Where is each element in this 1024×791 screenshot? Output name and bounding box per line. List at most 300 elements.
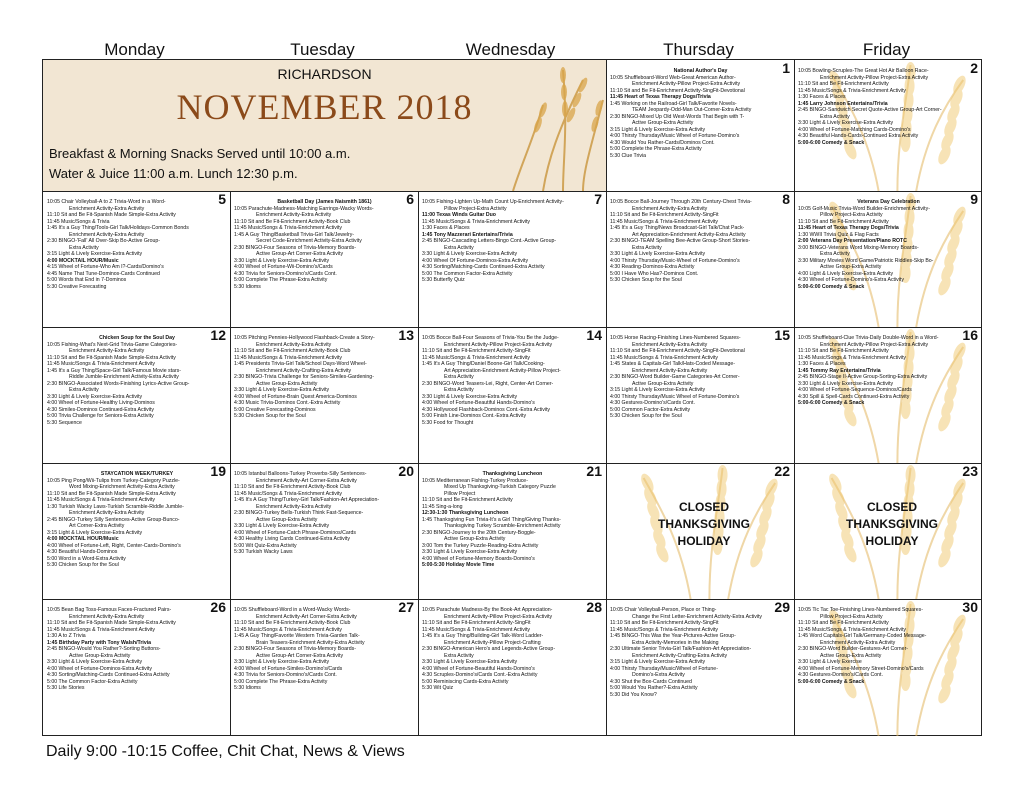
event-line: 5:00 Complete The Phrase-Extra Activity bbox=[234, 678, 328, 685]
event-line: 10:05 Shuffleboard-Word in a Word-Wacky Words- bbox=[234, 607, 351, 613]
event-line: National Author's Day bbox=[673, 68, 728, 74]
event-line: 11:45 Music/Songs & Trivia-Enrichment Activity bbox=[610, 354, 719, 361]
event-line: 3:15 Light & Lively Exercise-Extra Activity bbox=[610, 387, 706, 393]
event-line: STAYCATION WEEK/TURKEY bbox=[100, 471, 174, 477]
calendar-grid bbox=[42, 59, 982, 736]
event-line: 1:30 Faces & Places bbox=[798, 361, 846, 367]
event-line: 3:30 Light & Lively Exercise-Extra Activity bbox=[798, 120, 894, 126]
event-line: 4:00 Wheel of Fortune-Memory Street-Domino's/Cards bbox=[798, 665, 924, 672]
event-line: 11:45 Music/Songs & Trivia bbox=[47, 218, 110, 225]
event-line: 4:30 Gestures-Domino's/Cards Cont. bbox=[610, 400, 695, 406]
event-line: 5:00-6:00 Comedy & Snack bbox=[798, 139, 865, 146]
event-line: 11:45 Heart of Texas Therapy Dogs/Trivia bbox=[798, 225, 899, 231]
event-line: 4:30 Shut the Box-Cards Continued bbox=[610, 678, 692, 685]
event-line: Enrichment Activity-Extra Activity bbox=[69, 348, 145, 354]
event-line: 5:30 Wit Quiz bbox=[422, 685, 454, 691]
event-line: Extra Activity bbox=[69, 387, 99, 393]
event-line: 2:45 BINGO-Would You Rather?-Sorting Buttons- bbox=[47, 646, 161, 652]
event-line: 4:00 Thirsty Thursday/Music Wheel of Fortune-Domino's bbox=[610, 393, 740, 400]
event-line: 1:45 A Guy Thing/Favorite Western Trivia-Garden Talk- bbox=[234, 633, 360, 639]
event-line: Extra Activity bbox=[820, 251, 850, 257]
event-line: 10:05 Parachute-Madness-Matching Earrings-Wacky Words- bbox=[234, 205, 374, 212]
event-line: 3:30 Light & Lively Exercise-Extra Activity bbox=[610, 251, 706, 257]
event-line: Active Group-Extra Activity bbox=[632, 120, 694, 126]
event-line: 1:45 It's a Guy Thing/News Broadcast-Girl Talk/Chat Pack- bbox=[610, 225, 745, 231]
day-number: 6 bbox=[406, 191, 414, 207]
event-line: 4:30 Trivia for Seniors-Domino's/Cards Cont. bbox=[234, 270, 337, 277]
event-line: 11:10 Sit and Be Fit-Enrichment Activity-SingFit bbox=[610, 212, 719, 218]
event-line: 11:10 Sit and Be Fit-Enrichment Activity bbox=[422, 497, 513, 503]
event-line: Active Group-Extra Activity bbox=[820, 652, 882, 659]
event-line: 11:10 Sit and Be Fit-Enrichment Activity-Book Club bbox=[234, 484, 351, 490]
closed-line: THANKSGIVING bbox=[657, 517, 750, 531]
event-line: Extra Activity bbox=[820, 113, 850, 120]
event-line: 4:30 Beautiful Hands-Dominos bbox=[47, 549, 118, 555]
event-line: Veterans Day Celebration bbox=[857, 199, 920, 205]
event-line: 4:00 Wheel of Fortune-Matching Cards-Domino's bbox=[798, 126, 911, 133]
event-line: Secret Code-Enrichment Activity-Extra Activity bbox=[256, 238, 362, 244]
event-line: 1:30 Faces & Places bbox=[422, 225, 470, 231]
event-line: 11:10 Sit and Be Fit-Enrichment Activity-SingFit-Devotional bbox=[610, 348, 745, 354]
event-line: 3:00 Tom the Turkey Puzzle-Reading-Extra Activity bbox=[422, 542, 539, 549]
day-cell-5 bbox=[43, 191, 230, 327]
event-line: 2:30 BINGO-American Hero's and Legends-Active Group- bbox=[422, 646, 556, 652]
event-line: 5:00 Reminiscing Cards-Extra Activity bbox=[422, 678, 509, 685]
event-line: 5:00 Would You Rather?-Extra Activity bbox=[610, 685, 698, 691]
event-line: 4:00 Wheel of Fortune-Left, Right, Center-Cards-Domino's bbox=[47, 542, 181, 549]
event-line: 10:05 Bocce Ball-Four Seasons of Trivia-You Be the Judge- bbox=[422, 335, 559, 341]
event-line: 1:45 It's A Guy Thing/Daniel Boone-Girl Talk/Cooking- bbox=[422, 361, 545, 367]
event-line: 10:05 Fishing-What's Next-Grid Trivia-Game Categories- bbox=[47, 341, 178, 348]
event-line: Art Appreciation-Enrichment Activity-Extra Activity bbox=[632, 231, 746, 238]
day-cell-29 bbox=[606, 599, 794, 736]
event-line: 3:30 Light & Lively Exercise-Extra Activity bbox=[47, 659, 143, 665]
event-line: 3:15 Light & Lively Exercise-Extra Activity bbox=[610, 659, 706, 665]
event-line: 10:05 Tic Tac Toe-Finishing Lines-Numbered Squares- bbox=[798, 607, 923, 613]
event-line: 1:45 It's a Guy Thing/Tools-Girl Talk/Holidays-Common Bonds bbox=[47, 225, 189, 231]
day-number: 26 bbox=[210, 599, 226, 615]
event-line: Active Group-Art Corner-Extra Activity bbox=[256, 652, 344, 659]
event-line: 4:30 Spill & Spell-Cards Continued-Extra Activity bbox=[798, 393, 910, 400]
event-line: Extra Activity bbox=[444, 652, 474, 659]
event-line: 1:45 Larry Johnson Entertains/Trivia bbox=[798, 100, 888, 107]
event-line: 5:30 Did You Know? bbox=[610, 691, 657, 698]
month-title: NOVEMBER 2018 bbox=[176, 87, 473, 127]
event-line: 4:30 Music Trivia-Dominos Cont.-Extra Activity bbox=[234, 400, 341, 406]
event-line: Pillow Project-Extra Activity bbox=[820, 212, 883, 218]
day-number: 15 bbox=[774, 327, 790, 343]
day-number: 30 bbox=[962, 599, 978, 615]
event-line: 4:45 Name That Tune-Dominos-Cards Continued bbox=[47, 270, 160, 277]
event-line: 5:30 Clue Trivia bbox=[610, 152, 647, 159]
event-line: 10:05 Ping Pong/Wii-Tulips from Turkey-Category Puzzle- bbox=[47, 477, 180, 484]
community-name: RICHARDSON bbox=[277, 66, 372, 82]
day-number: 23 bbox=[962, 463, 978, 479]
event-line: 1:30 Faces & Places bbox=[798, 94, 846, 100]
event-line: Basketball Day (James Naismith 1861) bbox=[277, 199, 372, 205]
event-line: Brain Teasers-Enrichment Activity-Extra Activity bbox=[256, 639, 365, 646]
event-line: Chicken Soup for the Soul Day bbox=[99, 335, 175, 341]
event-line: 2:45 BINGO-Turkey Silly Sentences-Active Group-Bunco- bbox=[47, 516, 180, 523]
event-line: 4:30 Sorting/Matching-Cards Continued-Extra Activity bbox=[47, 672, 170, 678]
event-line: 11:10 Sit and Be Fit-Enrichment Activity bbox=[798, 81, 889, 87]
event-line: 11:10 Sit and Be Fit-Enrichment Activity-SingFit bbox=[422, 620, 531, 626]
event-line: 3:30 Light & Lively Exercise bbox=[798, 659, 862, 665]
event-line: 1:45 Word Capitals-Girl Talk/Germany-Coded Message- bbox=[798, 633, 927, 639]
day-cell-13 bbox=[230, 327, 418, 463]
event-line: 4:00 Wheel of Fortune-Dominos-Extra Activity bbox=[47, 665, 152, 672]
event-line: Enrichment Activity-Pillow Project-Extra Activity bbox=[820, 341, 929, 348]
event-line: 11:45 Music/Songs & Trivia-Enrichment Activity bbox=[47, 497, 156, 503]
day-number: 21 bbox=[586, 463, 602, 479]
event-line: 11:10 Sit and Be Fit-Enrichment Activity bbox=[798, 348, 889, 354]
event-line: 4:00 MOCKTAIL HOUR/Music bbox=[47, 257, 119, 264]
day-number: 14 bbox=[586, 327, 602, 343]
day-number: 22 bbox=[774, 463, 790, 479]
day-cell-12 bbox=[43, 327, 230, 463]
event-line: 11:45 Music/Songs & Trivia-Enrichment Activity bbox=[234, 354, 343, 361]
event-line: Active Group-Art Corner-Extra Activity bbox=[256, 251, 344, 257]
event-line: 3:30 Light & Lively Exercise-Extra Activity bbox=[422, 659, 518, 665]
event-line: 4:30 Healthy Living Cards Continued-Extra Activity bbox=[234, 536, 350, 542]
event-line: 5:00 Finish Line-Dominos Cont.-Extra Activity bbox=[422, 413, 527, 419]
event-line: 5:00-6:00 Comedy & Snack bbox=[798, 678, 865, 685]
event-line: 11:45 Music/Songs & Trivia-Enrichment Activity bbox=[422, 218, 531, 225]
event-line: Change the First Letter-Enrichment Activity-Extra Activity bbox=[632, 613, 763, 620]
event-line: 11:10 Sit and Be Fit-Enrichment Activity-SingFit bbox=[610, 620, 719, 626]
event-line: Enrichment Activity-Extra Activity bbox=[69, 510, 145, 516]
event-line: 5:00 Word in a Word-Extra Activity bbox=[47, 555, 126, 562]
event-line: 4:15 Wheel of Fortune-Who Am I?-Cards/Domino's bbox=[47, 264, 164, 270]
event-line: Enrichment Activity-Extra Activity bbox=[632, 367, 708, 374]
event-line: Enrichment Activity-Pillow Project-Extra Activity bbox=[632, 81, 741, 87]
calendar-header bbox=[43, 60, 606, 191]
event-line: 5:00 Complete The Phrase-Extra Activity bbox=[234, 277, 328, 283]
event-line: 5:00 Trivia Challenge for Seniors-Extra Activity bbox=[47, 413, 154, 419]
event-line: 5:30 Chicken Soup for the Soul bbox=[610, 277, 682, 283]
event-line: 2:30 BINGO-Associated Words-Finishing Lyrics-Active Group- bbox=[47, 380, 190, 387]
event-line: 4:30 Sorting/Matching-Cards Continued-Extra Activity bbox=[422, 264, 545, 270]
event-line: 4:30 Hollywood Flashback-Dominos Cont.-Extra Activity bbox=[422, 406, 551, 413]
event-line: Pillow Project-Extra Activity bbox=[820, 613, 883, 620]
event-line: Enrichment Activity-Pillow Project-Extra Activity bbox=[444, 613, 553, 620]
event-line: Active Group-Extra Activity bbox=[256, 516, 318, 523]
event-line: 4:00 Wheel Of Fortune-Dominos-Extra Activity bbox=[422, 257, 529, 264]
event-line: 3:15 Light & Lively Exercise-Extra Activity bbox=[610, 126, 706, 133]
event-line: 3:30 Light & Lively Exercise-Extra Activity bbox=[422, 549, 518, 555]
event-line: 11:45 Music/Songs & Trivia-Enrichment Activity bbox=[422, 626, 531, 633]
event-line: 11:45 Music/Songs & Trivia-Enrichment Activity bbox=[610, 218, 719, 225]
event-line: Enrichment Activity-Pillow Project-Extra Activity bbox=[444, 341, 553, 348]
event-line: 5:00 Complete the Phrase-Extra Activity bbox=[610, 146, 702, 152]
event-line: 4:00 Wheel of Fortune-Wii-Domino's/Cards bbox=[234, 264, 333, 270]
event-line: Art Appreciation-Enrichment Activity-Pillow Project- bbox=[444, 367, 561, 374]
event-line: 11:10 Sit and Be Fit-Enrichment Activity-Book Club bbox=[234, 620, 351, 626]
day-number: 7 bbox=[594, 191, 602, 207]
event-line: 5:30 Chicken Soup for the Soul bbox=[47, 562, 119, 568]
day-number: 2 bbox=[970, 60, 978, 76]
event-line: Enrichment Activity-Art Corner-Extra Activity bbox=[256, 613, 357, 620]
closed-notice bbox=[798, 499, 982, 550]
event-line: Enrichment Activity-Extra Activity bbox=[256, 212, 332, 218]
event-line: 1:45 It's a Guy Thing/Building-Girl Talk-Word Ladder- bbox=[422, 633, 544, 639]
event-line: 3:15 Light & Lively Exercise-Extra Activity bbox=[47, 529, 143, 536]
event-line: 1:45 Presidents Trivia-Girl Talk/School Days-Word Wheel- bbox=[234, 361, 367, 367]
day-cell-1 bbox=[606, 60, 794, 191]
closed-line: CLOSED bbox=[866, 500, 917, 514]
event-line: 4:30 Wheel of Fortune-Domino's-Extra Activity bbox=[798, 277, 904, 283]
event-line: Enrichment Activity-Extra Activity bbox=[820, 639, 896, 646]
daily-coffee-note: Daily 9:00 -10:15 Coffee, Chit Chat, News & Views bbox=[46, 743, 405, 760]
event-line: 5:30 Idioms bbox=[234, 685, 261, 691]
event-line: 2:30 BINGO-Four Seasons of Trivia-Memory Boards- bbox=[234, 244, 356, 251]
event-line: 5:00 The Common Factor-Extra Activity bbox=[47, 678, 138, 685]
event-line: 4:30 Similes-Dominos Continued-Extra Activity bbox=[47, 406, 154, 413]
day-cell-2 bbox=[794, 60, 982, 191]
event-line: 5:00-5:30 Holiday Movie Time bbox=[422, 562, 495, 568]
event-line: 3:30 Light & Lively Exercise-Extra Activity bbox=[47, 393, 143, 400]
event-line: 2:30 BINGO-Turkey Bells-Turkish Think Fast-Sequence- bbox=[234, 510, 364, 516]
event-line: Extra Activity bbox=[444, 244, 474, 251]
day-number: 5 bbox=[218, 191, 226, 207]
event-line: Art Corner-Extra Activity bbox=[69, 523, 125, 529]
event-line: 4:00 Light & Lively Exercise-Extra Activity bbox=[798, 270, 894, 277]
event-line: 4:30 Beautiful Hands-Cards-Continued Extra Activity bbox=[798, 133, 919, 139]
day-cell-23 bbox=[794, 463, 982, 599]
day-number: 16 bbox=[962, 327, 978, 343]
event-line: 1:45 BINGO-This Was the Year-Pictures-Active Group- bbox=[610, 633, 736, 639]
event-line: 11:45 Music/Songs & Trivia-Enrichment Activity bbox=[610, 626, 719, 633]
day-number: 27 bbox=[398, 599, 414, 615]
event-line: 10:05 Parachute Madness-By the Book-Art Appreciation- bbox=[422, 607, 553, 613]
event-line: 2:30 BINGO-Word Builder-Gestures-Art Corner- bbox=[798, 646, 909, 652]
day-cell-6 bbox=[230, 191, 418, 327]
event-line: 2:30 BINGO-TEAM Spelling Bee-Active Group-Short Stories- bbox=[610, 238, 751, 244]
day-cell-7 bbox=[418, 191, 606, 327]
event-line: Enrichment Activity-Art Corner-Extra Activity bbox=[256, 477, 357, 484]
event-line: 2:30 BINGO-Trivia Challenge for Seniors-Similes-Gardening- bbox=[234, 374, 374, 380]
event-line: 10:05 Horse Racing-Finishing Lines-Numbered Squares- bbox=[610, 335, 741, 341]
event-line: 5:30 Chicken Soup for the Soul bbox=[234, 413, 306, 419]
day-number: 1 bbox=[782, 60, 790, 76]
event-line: 11:10 Sit and Be Fit-Spanish Made Simple-Extra Activity bbox=[47, 354, 176, 361]
event-line: 2:00 Veterans Day Presentation/Piano ROTC bbox=[798, 238, 907, 244]
event-line: 5:00 Creative Forecasting-Dominos bbox=[234, 406, 316, 413]
event-line: Thanksgiving Luncheon bbox=[482, 471, 543, 477]
event-line: 3:15 Light & Lively Exercise-Extra Activity bbox=[47, 251, 143, 257]
event-line: Enrichment Activity-Crafting-Extra Activity bbox=[256, 367, 352, 374]
event-line: 11:10 Sit and Be Fit-Enrichment Activity-SingFit bbox=[422, 348, 531, 354]
event-line: 10:05 Golf-Music Trivia-Word Builder-Enrichment Activity- bbox=[798, 205, 930, 212]
event-line: 1:45 A Guy Thing/Basketball Trivia-Girl Talk/Jewelry- bbox=[234, 231, 355, 238]
event-line: 4:00 Wheel of Fortune-Brain Quest America-Dominos bbox=[234, 393, 357, 400]
event-line: 2:45 BINGO-Cascading Letters-Bingo Cont.-Active Group- bbox=[422, 238, 557, 244]
day-cell-16 bbox=[794, 327, 982, 463]
event-line: 4:00 Wheel of Fortune-Beautiful Hands-Domino's bbox=[422, 400, 535, 406]
event-line: Riddle Jumble-Enrichment Activity-Extra Activity bbox=[69, 374, 179, 380]
day-number: 28 bbox=[586, 599, 602, 615]
day-tuesday: Tuesday bbox=[290, 40, 355, 59]
event-line: 11:45 Music/Songs & Trivia-Enrichment Activity bbox=[47, 626, 156, 633]
event-line: 2:45 BINGO-Stage II-Active Group-Sorting-Extra Activity bbox=[798, 374, 928, 380]
day-number: 29 bbox=[774, 599, 790, 615]
event-line: 4:00 Thirsty Thursday/Music/Wheel of Fortune- bbox=[610, 665, 718, 672]
event-line: 3:30 Military Movies Word Game/Patriotic Riddles-Skip Bo- bbox=[798, 257, 934, 264]
event-line: 4:30 Gestures-Domino's/Cards Cont. bbox=[798, 672, 883, 678]
closed-notice bbox=[610, 499, 794, 550]
event-line: Mixed Up Thanksgiving-Turkish Category Puzzle bbox=[444, 484, 556, 490]
event-line: 5:30 Chicken Soup for the Soul bbox=[610, 413, 682, 419]
event-line: 10:05 Shuffleboard-Clue Trivia-Daily Double-Word in a Word- bbox=[798, 335, 939, 341]
event-line: 10:05 Chair Volleyball-A to Z Trivia-Word in a Word- bbox=[47, 199, 166, 205]
event-line: Active Group-Extra Activity bbox=[69, 652, 131, 659]
event-line: 2:30 BINGO-Journey to the 20th Century-Boggle- bbox=[422, 529, 536, 536]
event-line: 5:00 The Common Factor-Extra Activity bbox=[422, 270, 513, 277]
event-line: Enrichment Activity-Extra Activity bbox=[69, 613, 145, 620]
event-line: 4:00 Wheel of Fortune-Healthy Living-Dominos bbox=[47, 400, 155, 406]
event-line: 1:30 WWII Trivia Quiz & Flag Facts bbox=[798, 231, 879, 238]
day-cell-22 bbox=[606, 463, 794, 599]
day-cell-9 bbox=[794, 191, 982, 327]
event-line: 5:00 Wit Quiz-Extra Activity bbox=[234, 542, 297, 549]
event-line: 5:30 Turkish Wacky Laws bbox=[234, 549, 293, 555]
event-line: 4:00 Wheel of Fortune-Sequence-Dominos/Cards bbox=[798, 387, 912, 393]
event-line: 10:05 Bowling-Scruples-The Great Hot Air Balloon Race- bbox=[798, 68, 929, 74]
event-line: 11:45 Music/Songs & Trivia-Enrichment Activity bbox=[422, 354, 531, 361]
day-cell-19 bbox=[43, 463, 230, 599]
event-line: 5:00 Words that End in 7-Dominos bbox=[47, 277, 127, 283]
event-line: 1:45 It's A Guy Thing/Turkey-Girl Talk/Fashion-Art Appreciation- bbox=[234, 497, 380, 503]
event-line: 2:45 BINGO-Sandwich Secret Quote-Active Group-Art Corner- bbox=[798, 107, 942, 113]
event-line: Enrichment Activity-Extra Activity bbox=[256, 503, 332, 510]
event-line: Extra Activity bbox=[444, 374, 474, 380]
event-line: 2:30 BINGO-'Fall' All Over-Skip Bo-Active Group- bbox=[47, 238, 160, 244]
event-line: 1:45 It's a Guy Thing/Space-Girl Talk/Famous Movie stars- bbox=[47, 367, 181, 374]
event-line: Active Group-Extra Activity bbox=[820, 264, 882, 270]
event-line: 2:30 BINGO-Four Seasons of Trivia-Memory Boards- bbox=[234, 646, 356, 652]
event-line: 11:10 Sit and Be Fit-Enrichment Activity-Book Club bbox=[234, 218, 351, 225]
event-line: 5:30 Food for Thought bbox=[422, 419, 474, 426]
event-line: 1:30 A to Z Trivia bbox=[47, 633, 86, 639]
event-line: 1:45 Working on the Railroad-Girl Talk/Favorite Novels- bbox=[610, 100, 737, 107]
event-line: 11:45 Music/Songs & Trivia-Enrichment Activity bbox=[798, 626, 907, 633]
day-monday: Monday bbox=[104, 40, 165, 59]
event-line: 11:45 Heart of Texas Therapy Dogs/Trivia bbox=[610, 94, 711, 100]
event-line: 1:45 Birthday Party with Tony Walsh/Trivia bbox=[47, 639, 152, 646]
event-line: 10:05 Pitching Pennies-Hollywood Flashback-Create a Story- bbox=[234, 335, 375, 341]
event-line: Extra Activity bbox=[632, 244, 662, 251]
event-line: Enrichment Activity-Extra Activity bbox=[256, 341, 332, 348]
event-line: 5:00 Common Factor-Extra Activity bbox=[610, 406, 691, 413]
event-line: 3:30 Light & Lively Exercise-Extra Activity bbox=[234, 523, 330, 529]
event-line: 4:00 Wheel of Fortune-Similes-Domino's/Cards bbox=[234, 665, 343, 672]
event-line: Pillow Project bbox=[444, 490, 476, 497]
day-cell-30 bbox=[794, 599, 982, 736]
event-line: Thanksgiving Turkey Scramble-Enrichment Activity bbox=[444, 523, 561, 529]
event-line: Active Group-Extra Activity bbox=[632, 380, 694, 387]
event-line: 5:30 Creative Forecasting bbox=[47, 283, 107, 290]
event-line: 3:30 Light & Lively Exercise-Extra Activity bbox=[422, 251, 518, 257]
day-cell-21 bbox=[418, 463, 606, 599]
event-line: 11:45 Music/Songs & Trivia-Enrichment Activity bbox=[234, 626, 343, 633]
day-wednesday: Wednesday bbox=[465, 40, 556, 59]
day-cell-15 bbox=[606, 327, 794, 463]
day-number: 13 bbox=[398, 327, 414, 343]
event-line: 2:30 BINGO-Mixed Up Old West-Words That Begin with T- bbox=[610, 113, 745, 120]
event-line: Word Mixing-Enrichment Activity-Extra Activity bbox=[69, 484, 175, 490]
event-line: Enrichment Activity-Extra Activity bbox=[632, 205, 708, 212]
day-cell-27 bbox=[230, 599, 418, 736]
day-friday: Friday bbox=[862, 40, 911, 59]
event-line: 3:30 Light & Lively Exercise-Extra Activity bbox=[234, 659, 330, 665]
day-cell-14 bbox=[418, 327, 606, 463]
day-number: 12 bbox=[210, 327, 226, 343]
event-line: 5:30 Idioms bbox=[234, 283, 261, 290]
day-number: 9 bbox=[970, 191, 978, 207]
day-number: 8 bbox=[782, 191, 790, 207]
closed-line: CLOSED bbox=[678, 500, 729, 514]
event-line: 5:00-6:00 Comedy & Snack bbox=[798, 400, 865, 406]
closed-line: HOLIDAY bbox=[677, 534, 731, 548]
event-line: 3:00 BINGO-Veterans Word Mixing-Memory Boards- bbox=[798, 244, 919, 251]
event-line: 5:30 Butterfly Quiz bbox=[422, 277, 465, 283]
event-line: 1:45 States & Capitals-Girl Talk/Hats-Coded Message- bbox=[610, 361, 736, 367]
event-line: 10:05 Istanbul Balloons-Turkey Proverbs-Silly Sentences- bbox=[234, 471, 367, 477]
event-line: 1:45 Tommy Ray Entertains/Trivia bbox=[798, 367, 881, 374]
event-line: 4:30 Reading-Dominos-Extra Activity bbox=[610, 264, 695, 270]
event-line: 4:00 Thirsty Thursday/Music Wheel of Fortune-Domino's bbox=[610, 133, 740, 139]
event-line: 1:30 Turkish Wacky Laws-Turkish Scramble-Riddle Jumble- bbox=[47, 503, 184, 510]
event-line: 3:30 Light & Lively Exercise-Extra Activity bbox=[422, 393, 518, 400]
event-line: Active Group-Extra Activity bbox=[256, 380, 318, 387]
event-line: 10:05 Fishing-Lighten Up-Math Count Up-Enrichment Activity- bbox=[422, 199, 564, 205]
event-line: 3:30 Light & Lively Exercise-Extra Activity bbox=[234, 387, 330, 393]
event-line: 11:10 Sit and Be Fit-Spanish Made Simple-Extra Activity bbox=[47, 620, 176, 626]
event-line: 11:10 Sit and Be Fit-Enrichment Activity-SingFit-Devotional bbox=[610, 87, 745, 94]
event-line: Enrichment Activity-Crafting-Extra Activity bbox=[632, 652, 728, 659]
event-line: 10:05 Mediterranean Fishing-Turkey Produce- bbox=[422, 477, 528, 484]
event-line: 4:00 MOCKTAIL HOUR/Music bbox=[47, 536, 119, 542]
event-line: Extra Activity-Memories in the Making bbox=[632, 639, 719, 646]
day-cell-26 bbox=[43, 599, 230, 736]
event-line: 4:00 Wheel of Fortune-Catch Phrase-Dominos/Cards bbox=[234, 529, 356, 536]
event-line: 11:45 Music/Songs & Trivia-Enrichment Activity bbox=[234, 225, 343, 231]
event-line: 2:30 Ultimate Senior Trivia-Girl Talk/Fashion-Art Appreciation- bbox=[610, 646, 752, 652]
event-line: 4:30 Would You Rather-Cards/Dominos Cont. bbox=[610, 139, 715, 146]
event-line: 1:45 Tony Mazzerari Entertains/Trivia bbox=[422, 231, 513, 238]
event-line: 11:45 Music/Songs & Trivia-Enrichment Activity bbox=[234, 490, 343, 497]
event-line: Enrichment Activity-Extra Activity bbox=[69, 205, 145, 212]
event-line: 4:30 Scruples-Domino's/Cards Cont.-Extra Activity bbox=[422, 672, 538, 678]
event-line: 4:30 Trivia for Seniors-Domino's/Cards Cont. bbox=[234, 672, 337, 678]
event-line: 10:05 Shuffleboard-Word Web-Great American Author- bbox=[610, 74, 736, 81]
event-line: TEAM Jeopardy-Odd-Man Out-Corner-Extra Activity bbox=[632, 107, 752, 113]
event-line: 11:10 Sit and Be Fit-Enrichment Activity-Book Club bbox=[234, 348, 351, 354]
event-line: 4:00 Wheel of Fortune-Memory Boards-Domino's bbox=[422, 555, 535, 562]
event-line: 11:45 Music/Songs & Trivia-Enrichment Activity bbox=[47, 361, 156, 367]
event-line: 11:10 Sit and Be Fit-Spanish Made Simple-Extra Activity bbox=[47, 212, 176, 218]
event-line: 4:00 Thirsty Thursday/Music-Wheel of Fortune-Domino's bbox=[610, 257, 740, 264]
event-line: 10:05 Bocce Ball-Journey Through 20th Century-Chest Trivia- bbox=[610, 199, 752, 205]
event-line: Enrichment Activity-Extra Activity bbox=[69, 231, 145, 238]
day-cell-28 bbox=[418, 599, 606, 736]
lunch-note: Water & Juice 11:00 a.m. Lunch 12:30 p.m. bbox=[49, 166, 298, 181]
event-line: 5:30 Life Stories bbox=[47, 685, 85, 691]
event-line: 5:30 Sequence bbox=[47, 419, 82, 426]
event-line: 11:10 Sit and Be Fit-Enrichment Activity bbox=[798, 218, 889, 225]
day-number: 19 bbox=[210, 463, 226, 479]
event-line: Active Group-Extra Activity bbox=[444, 536, 506, 542]
